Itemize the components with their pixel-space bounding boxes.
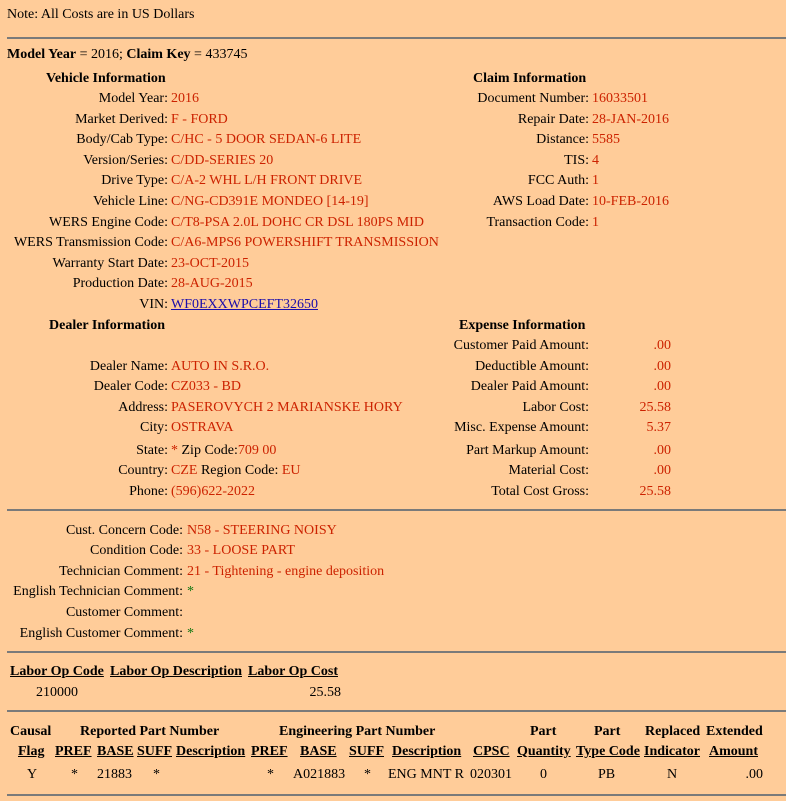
expense-label: Labor Cost: [522,400,589,415]
warranty-value: 23-OCT-2015 [171,256,250,271]
labor-op-cost-cell: 25.58 [309,685,341,700]
part-quantity-group-header: Part [530,724,557,739]
description-header: Description [176,744,246,759]
eng-base-cell: A021883 [293,767,346,782]
labor-op-cost-header: Labor Op Cost [248,664,338,679]
engine-label: WERS Engine Code: [49,215,168,230]
transaction-code-value: 1 [592,215,599,230]
body-value: C/HC - 5 DOOR SEDAN-6 LITE [171,132,362,147]
model-year-header-label: Model Year [7,47,77,62]
expense-value: 25.58 [639,484,671,499]
market-value: F - FORD [171,112,228,127]
transaction-code-label: Transaction Code: [486,215,589,230]
distance-value: 5585 [592,132,620,147]
city-label: City: [139,420,168,435]
model-year-header-value: 2016 [90,47,119,62]
expense-value: .00 [653,463,671,478]
vehicle-model-year-value: 2016 [171,91,199,106]
warranty-label: Warranty Start Date: [52,256,168,271]
dealer-code-value: CZ033 - BD [171,379,241,394]
address-label: Address: [118,400,168,415]
cost-note: Note: All Costs are in US Dollars [7,7,195,22]
body-label: Body/Cab Type: [76,132,168,147]
divider [7,509,786,511]
phone-label: Phone: [129,484,168,499]
expense-label: Deductible Amount: [475,359,589,374]
document-number-value: 16033501 [592,91,648,106]
divider [7,37,786,39]
english-customer-comment-label: English Customer Comment: [19,626,183,641]
type-code-header: Type Code [576,744,640,759]
eng-description-cell: ENG MNT R [388,767,464,782]
tis-value: 4 [592,153,599,168]
flag-cell: Y [27,767,38,782]
pref-cell: * [71,767,78,782]
pref-header: PREF [55,744,92,759]
divider [7,794,786,796]
type-code-cell: PB [598,767,616,782]
labor-op-desc-header: Labor Op Description [110,664,242,679]
drive-value: C/A-2 WHL L/H FRONT DRIVE [171,173,363,188]
expense-label: Material Cost: [508,463,589,478]
zip-label: Zip Code: [181,443,238,458]
region-label: Region Code: [200,463,279,478]
transmission-label: WERS Transmission Code: [13,235,168,250]
expense-info-title: Expense Information [459,318,586,333]
city-value: OSTRAVA [171,420,234,435]
eng-base-header: BASE [300,744,337,759]
version-label: Version/Series: [83,153,168,168]
labor-op-code-header: Labor Op Code [10,664,104,679]
drive-label: Drive Type: [101,173,168,188]
expense-value: 25.58 [639,400,671,415]
expense-label: Part Markup Amount: [466,443,589,458]
indicator-cell: N [667,767,678,782]
expense-label: Total Cost Gross: [491,484,589,499]
indicator-header: Indicator [644,744,700,759]
expense-value: 5.37 [646,420,671,435]
eng-pref-cell: * [267,767,274,782]
expense-label: Customer Paid Amount: [453,338,589,353]
claim-key-value: 433745 [205,47,248,62]
divider [7,651,786,653]
eng-suff-header: SUFF [349,744,384,759]
quantity-header: Quantity [517,744,571,759]
cust-concern-value: N58 - STEERING NOISY [187,523,337,538]
state-label: State: [136,443,168,458]
technician-comment-label: Technician Comment: [59,564,183,579]
condition-code-label: Condition Code: [90,543,183,558]
expense-value: .00 [653,338,671,353]
dealer-name-label: Dealer Name: [89,359,168,374]
extended-group-header: Extended [706,724,763,739]
english-technician-comment-value: * [187,584,194,599]
country-label: Country: [118,463,168,478]
amount-header: Amount [709,744,759,759]
english-customer-comment-value: * [187,626,194,641]
repair-date-label: Repair Date: [517,112,589,127]
expense-label: Dealer Paid Amount: [470,379,589,394]
dealer-name-value: AUTO IN S.R.O. [171,359,270,374]
divider [7,710,786,712]
fcc-auth-value: 1 [592,173,599,188]
flag-header: Flag [18,744,45,759]
cpsc-header: CPSC [473,744,510,759]
engine-value: C/T8-PSA 2.0L DOHC CR DSL 180PS MID [171,215,424,230]
claim-header: Model Year = 2016; Claim Key = 433745 [7,47,248,62]
quantity-cell: 0 [540,767,547,782]
tis-label: TIS: [564,153,589,168]
english-technician-comment-label: English Technician Comment: [13,584,183,599]
condition-code-value: 33 - LOOSE PART [187,543,295,558]
transmission-value: C/A6-MPS6 POWERSHIFT TRANSMISSION [171,235,439,250]
version-value: C/DD-SERIES 20 [171,153,274,168]
labor-op-code-cell: 210000 [36,685,78,700]
dealer-info-title: Dealer Information [49,318,165,333]
base-cell: 21883 [97,767,132,782]
eng-pref-header: PREF [251,744,288,759]
country-value: CZE [171,463,198,478]
claim-key-label: Claim Key [126,47,191,62]
market-label: Market Derived: [75,112,168,127]
customer-comment-label: Customer Comment: [65,605,183,620]
state-zip-group [171,443,276,459]
amount-cell: .00 [745,767,763,782]
aws-load-date-value: 10-FEB-2016 [592,194,669,209]
production-label: Production Date: [72,276,168,291]
technician-comment-value: 21 - Tightening - engine deposition [187,564,385,579]
dealer-code-label: Dealer Code: [93,379,168,394]
engineering-part-group-header: Engineering Part Number [279,724,436,739]
claim-info-title: Claim Information [473,71,587,86]
phone-value: (596)622-2022 [171,484,255,499]
zip-value: 709 00 [237,443,277,458]
vehicle-line-value: C/NG-CD391E MONDEO [14-19] [171,194,369,209]
country-region-group [171,463,301,479]
suff-header: SUFF [137,744,172,759]
vehicle-line-label: Vehicle Line: [92,194,168,209]
base-header: BASE [97,744,134,759]
address-value: PASEROVYCH 2 MARIANSKE HORY [171,400,403,415]
repair-date-value: 28-JAN-2016 [592,112,669,127]
suff-cell: * [153,767,160,782]
eng-description-header: Description [392,744,462,759]
cpsc-cell: 020301 [470,767,512,782]
causal-group-header: Causal [10,724,52,739]
expense-value: .00 [653,359,671,374]
region-value: EU [281,463,301,478]
distance-label: Distance: [536,132,589,147]
vin-link[interactable]: WF0EXXWPCEFT32650 [171,297,318,312]
production-value: 28-AUG-2015 [171,276,253,291]
vehicle-model-year-label: Model Year: [98,91,168,106]
vehicle-info-title: Vehicle Information [46,71,166,86]
expense-label: Misc. Expense Amount: [454,420,589,435]
aws-load-date-label: AWS Load Date: [492,194,589,209]
replaced-group-header: Replaced [645,724,701,739]
state-value: * [171,443,178,458]
document-number-label: Document Number: [477,91,589,106]
expense-value: .00 [653,443,671,458]
expense-value: .00 [653,379,671,394]
eng-suff-cell: * [364,767,371,782]
vin-label: VIN: [139,297,168,312]
reported-part-group-header: Reported Part Number [80,724,220,739]
part-type-group-header: Part [594,724,621,739]
cust-concern-label: Cust. Concern Code: [65,523,183,538]
fcc-auth-label: FCC Auth: [527,173,589,188]
